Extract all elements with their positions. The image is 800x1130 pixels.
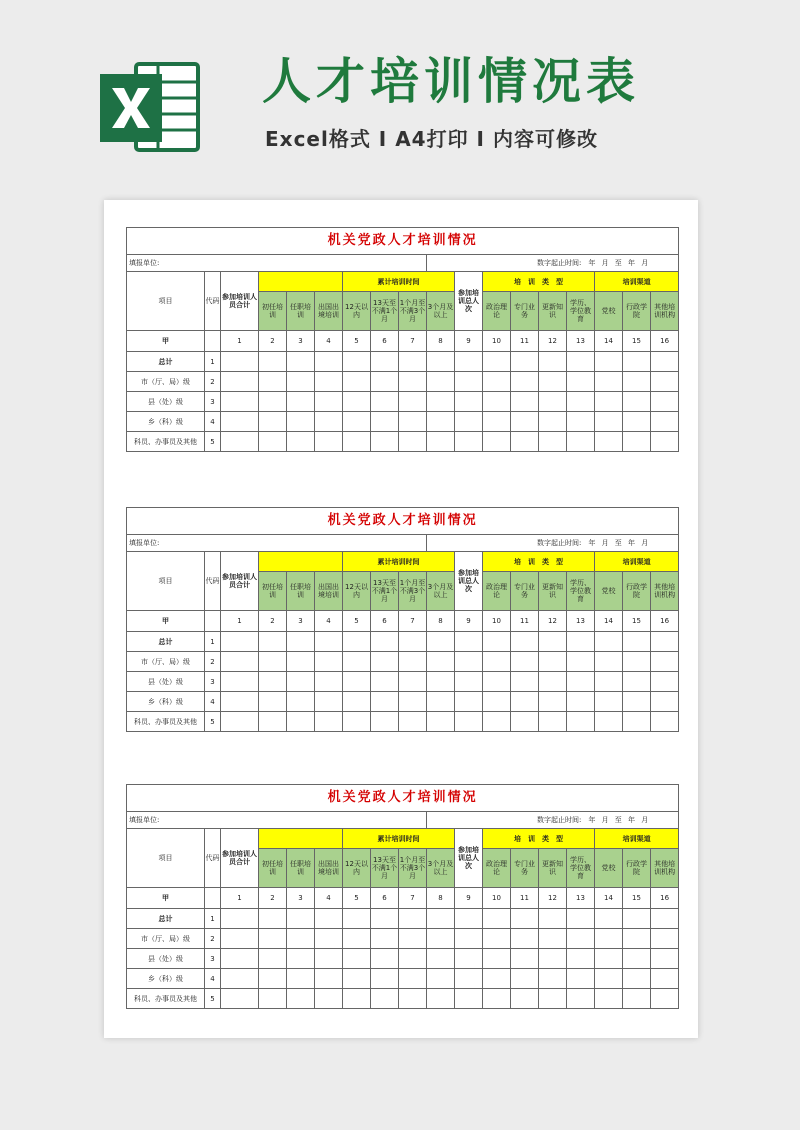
index-number: 11 <box>511 888 539 909</box>
index-number: 3 <box>287 331 315 352</box>
report-table <box>126 227 679 452</box>
header-training-channel: 培训渠道 <box>595 829 679 849</box>
row-label: 总计 <box>127 352 205 372</box>
index-number: 16 <box>651 611 679 632</box>
subheader-cell: 1个月至不满3个月 <box>399 292 427 331</box>
excel-logo-icon <box>100 60 200 154</box>
subheader-cell: 更新知识 <box>539 849 567 888</box>
table-row <box>127 949 679 969</box>
index-number: 2 <box>259 611 287 632</box>
subheader-cell: 专门业务 <box>511 849 539 888</box>
filling-unit-label: 填报单位: <box>127 255 427 272</box>
row-code: 3 <box>205 392 221 412</box>
index-number: 10 <box>483 888 511 909</box>
subheader-cell: 党校 <box>595 849 623 888</box>
index-number: 2 <box>259 888 287 909</box>
table-row <box>127 909 679 929</box>
subheader-cell: 3个月及以上 <box>427 849 455 888</box>
index-number: 8 <box>427 888 455 909</box>
header-training-type: 培 训 类 型 <box>483 552 595 572</box>
subheader-cell: 1个月至不满3个月 <box>399 572 427 611</box>
subheader-cell: 政治理论 <box>483 292 511 331</box>
index-number: 5 <box>343 331 371 352</box>
subheader-cell: 任职培训 <box>287 572 315 611</box>
table-row <box>127 352 679 372</box>
index-number: 3 <box>287 611 315 632</box>
table-row <box>127 969 679 989</box>
row-code: 4 <box>205 412 221 432</box>
row-code: 2 <box>205 929 221 949</box>
row-label: 县（处）级 <box>127 949 205 969</box>
subheader-cell: 行政学院 <box>623 292 651 331</box>
page-title: 人才培训情况表 <box>262 53 641 110</box>
index-number: 3 <box>287 888 315 909</box>
row-code: 2 <box>205 652 221 672</box>
row-code: 1 <box>205 632 221 652</box>
row-label: 县（处）级 <box>127 392 205 412</box>
index-number: 12 <box>539 888 567 909</box>
index-number: 12 <box>539 331 567 352</box>
table-row <box>127 672 679 692</box>
index-number: 12 <box>539 611 567 632</box>
index-number: 1 <box>221 611 259 632</box>
row-label: 县（处）级 <box>127 672 205 692</box>
index-number: 7 <box>399 331 427 352</box>
subheader-cell: 专门业务 <box>511 292 539 331</box>
index-number: 6 <box>371 611 399 632</box>
table-row <box>127 372 679 392</box>
table-row <box>127 652 679 672</box>
row-code: 4 <box>205 969 221 989</box>
index-number: 15 <box>623 888 651 909</box>
subheader-cell: 政治理论 <box>483 572 511 611</box>
index-number: 5 <box>343 888 371 909</box>
subheader-cell: 更新知识 <box>539 572 567 611</box>
table-row <box>127 692 679 712</box>
subheader-cell: 其他培训机构 <box>651 572 679 611</box>
header-training-channel: 培训渠道 <box>595 552 679 572</box>
header-item: 项目 <box>127 829 205 888</box>
header-total-trained: 参加培训人员合计 <box>221 829 259 888</box>
subheader-cell: 任职培训 <box>287 292 315 331</box>
subheader-cell: 12天以内 <box>343 292 371 331</box>
row-code: 5 <box>205 432 221 452</box>
index-number: 8 <box>427 611 455 632</box>
header-cumulative-time: 累计培训时间 <box>343 272 455 292</box>
index-label: 甲 <box>127 611 205 632</box>
index-number: 11 <box>511 331 539 352</box>
subheader-cell: 初任培训 <box>259 572 287 611</box>
report-title: 机关党政人才培训情况 <box>127 508 679 535</box>
table-row <box>127 432 679 452</box>
index-number: 7 <box>399 611 427 632</box>
header-cumulative-time: 累计培训时间 <box>343 552 455 572</box>
index-number: 11 <box>511 611 539 632</box>
subheader-cell: 党校 <box>595 292 623 331</box>
header-cumulative-time: 累计培训时间 <box>343 829 455 849</box>
row-code: 5 <box>205 989 221 1009</box>
row-code: 1 <box>205 352 221 372</box>
subheader-cell: 13天至不满1个月 <box>371 292 399 331</box>
index-number: 2 <box>259 331 287 352</box>
period-label: 数字起止时间: 年 月 至 年 月 <box>427 255 679 272</box>
row-label: 科员、办事员及其他 <box>127 989 205 1009</box>
row-label: 乡（科）级 <box>127 969 205 989</box>
subheader-cell: 出国出境培训 <box>315 849 343 888</box>
index-number: 15 <box>623 331 651 352</box>
index-number: 1 <box>221 331 259 352</box>
table-row <box>127 712 679 732</box>
index-number: 9 <box>455 331 483 352</box>
subheader-cell: 初任培训 <box>259 292 287 331</box>
header-item: 项目 <box>127 272 205 331</box>
table-row <box>127 929 679 949</box>
header-item: 项目 <box>127 552 205 611</box>
index-number: 14 <box>595 331 623 352</box>
index-number: 15 <box>623 611 651 632</box>
row-label: 科员、办事员及其他 <box>127 432 205 452</box>
index-number: 16 <box>651 331 679 352</box>
row-label: 市（厅、局）级 <box>127 652 205 672</box>
period-label: 数字起止时间: 年 月 至 年 月 <box>427 535 679 552</box>
header-training-type: 培 训 类 型 <box>483 829 595 849</box>
index-label: 甲 <box>127 331 205 352</box>
subheader-cell: 学历、学位教育 <box>567 572 595 611</box>
table-row <box>127 632 679 652</box>
header-code: 代码 <box>205 272 221 331</box>
subheader-cell: 12天以内 <box>343 572 371 611</box>
filling-unit-label: 填报单位: <box>127 535 427 552</box>
report-title: 机关党政人才培训情况 <box>127 228 679 255</box>
header-total-trained: 参加培训人员合计 <box>221 552 259 611</box>
table-row <box>127 392 679 412</box>
subheader-cell: 1个月至不满3个月 <box>399 849 427 888</box>
header-code: 代码 <box>205 552 221 611</box>
index-number: 14 <box>595 888 623 909</box>
index-number: 13 <box>567 888 595 909</box>
subheader-cell: 3个月及以上 <box>427 292 455 331</box>
subheader-cell: 更新知识 <box>539 292 567 331</box>
report-title: 机关党政人才培训情况 <box>127 785 679 812</box>
header-training-type: 培 训 类 型 <box>483 272 595 292</box>
subheader-cell: 出国出境培训 <box>315 572 343 611</box>
period-label: 数字起止时间: 年 月 至 年 月 <box>427 812 679 829</box>
header-code: 代码 <box>205 829 221 888</box>
row-label: 市（厅、局）级 <box>127 929 205 949</box>
subheader-cell: 学历、学位教育 <box>567 292 595 331</box>
report-table <box>126 784 679 1009</box>
index-number: 6 <box>371 888 399 909</box>
index-number: 6 <box>371 331 399 352</box>
report-block-1 <box>126 227 674 452</box>
index-number: 13 <box>567 611 595 632</box>
index-number: 9 <box>455 611 483 632</box>
filling-unit-label: 填报单位: <box>127 812 427 829</box>
subheader-cell: 专门业务 <box>511 572 539 611</box>
subheader-cell: 12天以内 <box>343 849 371 888</box>
report-block-3 <box>126 784 674 1009</box>
subheader-cell: 3个月及以上 <box>427 572 455 611</box>
index-number: 13 <box>567 331 595 352</box>
index-number: 8 <box>427 331 455 352</box>
row-label: 总计 <box>127 632 205 652</box>
subheader-cell: 行政学院 <box>623 849 651 888</box>
subheader-cell: 学历、学位教育 <box>567 849 595 888</box>
index-number: 14 <box>595 611 623 632</box>
subheader-cell: 任职培训 <box>287 849 315 888</box>
row-code: 4 <box>205 692 221 712</box>
row-label: 市（厅、局）级 <box>127 372 205 392</box>
subheader-cell: 行政学院 <box>623 572 651 611</box>
row-code: 3 <box>205 949 221 969</box>
row-label: 乡（科）级 <box>127 412 205 432</box>
header-participants: 参加培训总人次 <box>455 552 483 611</box>
row-code: 2 <box>205 372 221 392</box>
row-label: 总计 <box>127 909 205 929</box>
subheader-cell: 政治理论 <box>483 849 511 888</box>
table-row <box>127 989 679 1009</box>
row-label: 科员、办事员及其他 <box>127 712 205 732</box>
row-label: 乡（科）级 <box>127 692 205 712</box>
index-number: 7 <box>399 888 427 909</box>
index-number: 9 <box>455 888 483 909</box>
report-table <box>126 507 679 732</box>
header-participants: 参加培训总人次 <box>455 829 483 888</box>
index-number: 16 <box>651 888 679 909</box>
header-training-channel: 培训渠道 <box>595 272 679 292</box>
row-code: 3 <box>205 672 221 692</box>
subheader-cell: 13天至不满1个月 <box>371 572 399 611</box>
index-label: 甲 <box>127 888 205 909</box>
index-number: 5 <box>343 611 371 632</box>
index-number: 10 <box>483 611 511 632</box>
index-number: 10 <box>483 331 511 352</box>
subheader-cell: 其他培训机构 <box>651 292 679 331</box>
index-number: 4 <box>315 888 343 909</box>
index-number: 4 <box>315 331 343 352</box>
table-row <box>127 412 679 432</box>
report-block-2 <box>126 507 674 732</box>
subheader-cell: 13天至不满1个月 <box>371 849 399 888</box>
header-participants: 参加培训总人次 <box>455 272 483 331</box>
index-number: 4 <box>315 611 343 632</box>
page-subtitle: Excel格式 I A4打印 I 内容可修改 <box>265 127 598 151</box>
subheader-cell: 党校 <box>595 572 623 611</box>
row-code: 1 <box>205 909 221 929</box>
subheader-cell: 其他培训机构 <box>651 849 679 888</box>
index-number: 1 <box>221 888 259 909</box>
row-code: 5 <box>205 712 221 732</box>
header-total-trained: 参加培训人员合计 <box>221 272 259 331</box>
subheader-cell: 初任培训 <box>259 849 287 888</box>
subheader-cell: 出国出境培训 <box>315 292 343 331</box>
